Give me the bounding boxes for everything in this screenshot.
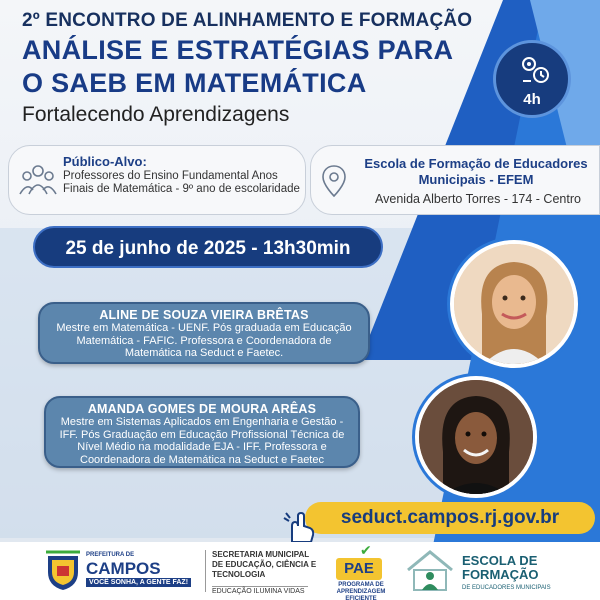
main-title-line-1: ANÁLISE E ESTRATÉGIAS PARA bbox=[22, 35, 454, 65]
speaker-bio: Mestre em Sistemas Aplicados em Engenharia e Gestão - IFF. Pós Graduação em Educação Profissional Técnica de Nível Médio na modalidade EJA - IFF. Professora e Coordenadora de Matemática na Seduct e Faetec bbox=[59, 416, 345, 466]
secretariat-tagline: EDUCAÇÃO ILUMINA VIDAS bbox=[212, 586, 308, 595]
website-link[interactable]: seduct.campos.rj.gov.br bbox=[305, 502, 595, 534]
event-subtitle: Fortalecendo Aprendizagens bbox=[22, 103, 290, 126]
speaker-card bbox=[38, 302, 370, 364]
group-icon bbox=[19, 162, 57, 198]
speaker-name: AMANDA GOMES DE MOURA ARÊAS bbox=[87, 402, 317, 416]
city-hall-label: PREFEITURA DE bbox=[86, 552, 135, 558]
check-icon: ✔ bbox=[360, 542, 372, 558]
duration-badge bbox=[493, 40, 571, 118]
event-date: 25 de junho de 2025 - 13h30min bbox=[33, 226, 383, 268]
speaker-photo bbox=[450, 240, 578, 368]
footer-logos bbox=[0, 542, 600, 600]
main-title-line-2: O SAEB EM MATEMÁTICA bbox=[22, 68, 367, 98]
city-name: CAMPOS bbox=[86, 559, 161, 578]
person-portrait-icon bbox=[419, 380, 533, 494]
pae-program-name: PROGRAMA DE APRENDIZAGEM EFICIENTE bbox=[336, 582, 386, 600]
location-name: Escola de Formação de Educadores Municipais - EFEM bbox=[364, 156, 588, 187]
event-main-title bbox=[22, 34, 453, 100]
efem-name: ESCOLA DE FORMAÇÃO bbox=[462, 553, 539, 582]
audience-title: Público-Alvo: bbox=[63, 154, 147, 169]
city-crest-icon bbox=[44, 550, 82, 592]
pae-logo: PAE bbox=[336, 558, 382, 580]
person-portrait-icon bbox=[454, 244, 574, 364]
speaker-bio: Mestre em Matemática - UENF. Pós graduada em Educação Matemática - FAFIC. Professora e Coordenadora de Matemática na Seduct e Faetec. bbox=[56, 322, 352, 359]
pointing-hand-icon bbox=[282, 512, 316, 544]
efem-subtitle: DE EDUCADORES MUNICIPAIS bbox=[462, 585, 551, 591]
speaker-photo bbox=[415, 376, 537, 498]
school-house-icon bbox=[404, 548, 456, 594]
city-slogan: VOCÊ SONHA, A GENTE FAZ! bbox=[86, 578, 191, 587]
audience-box bbox=[8, 145, 306, 215]
map-pin-icon bbox=[319, 164, 349, 200]
location-address: Avenida Alberto Torres - 174 - Centro bbox=[375, 192, 581, 206]
event-edition-title: 2º ENCONTRO DE ALINHAMENTO E FORMAÇÃO bbox=[22, 10, 473, 31]
secretariat-name: SECRETARIA MUNICIPAL DE EDUCAÇÃO, CIÊNCIA E TECNOLOGIA bbox=[212, 550, 317, 579]
duration-value: 4h bbox=[523, 91, 541, 108]
location-box bbox=[310, 145, 600, 215]
speaker-card bbox=[44, 396, 360, 468]
gear-clock-icon bbox=[518, 53, 552, 87]
audience-text: Professores do Ensino Fundamental Anos Finais de Matemática - 9º ano de escolaridade bbox=[63, 170, 300, 195]
divider bbox=[205, 550, 206, 592]
speaker-name: ALINE DE SOUZA VIEIRA BRÊTAS bbox=[99, 308, 309, 322]
